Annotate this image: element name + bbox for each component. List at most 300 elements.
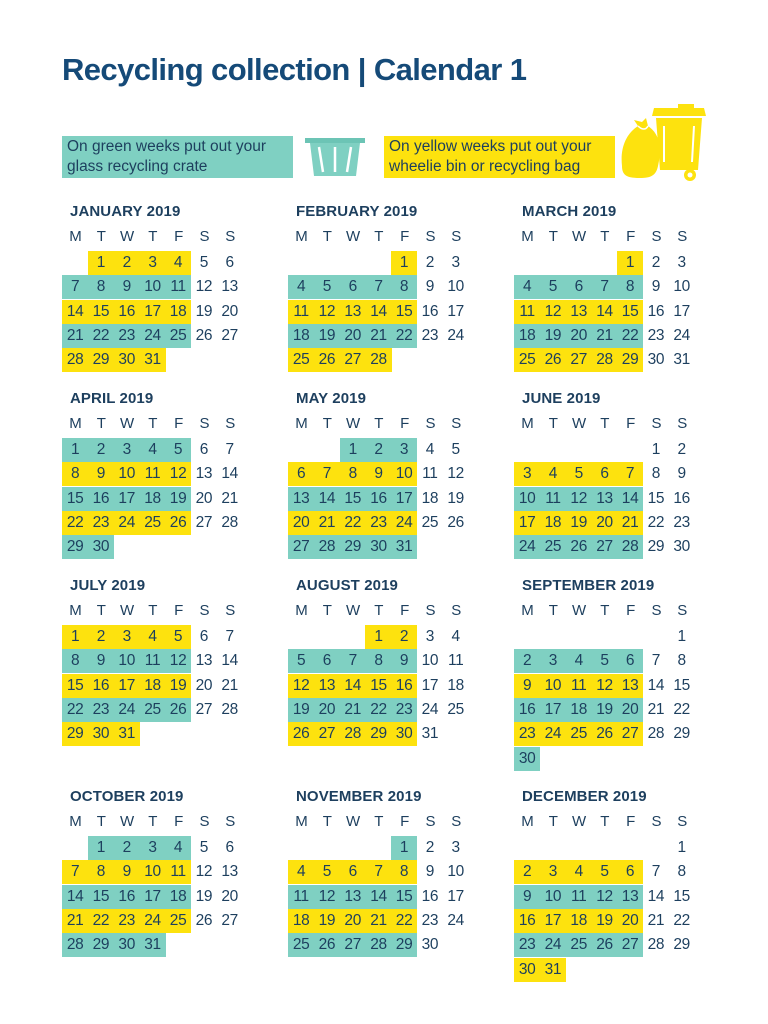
weekday-label: S: [425, 228, 436, 245]
weekday-label: T: [600, 602, 610, 619]
day-cell: 23: [114, 324, 140, 348]
weekday-label: S: [451, 813, 462, 830]
day-cell: 27: [340, 933, 366, 957]
day-cell: 8: [340, 462, 366, 486]
day-cell: 21: [314, 511, 340, 535]
day-cell: 7: [314, 462, 340, 486]
weekday-label: T: [548, 602, 558, 619]
weekday-label: T: [96, 228, 106, 245]
day-cell: 24: [673, 326, 691, 344]
day-cell: 28: [221, 513, 239, 531]
day-cell: 10: [514, 487, 540, 511]
day-cell: 14: [365, 885, 391, 909]
day-cell: 3: [139, 836, 165, 860]
day-cell: 19: [591, 909, 617, 933]
day-cell: 7: [225, 441, 234, 458]
day-cell: 25: [540, 535, 566, 559]
day-cell: 22: [673, 700, 691, 718]
month-title: SEPTEMBER 2019: [522, 577, 655, 594]
day-cell: 9: [88, 649, 114, 673]
day-cell: 21: [591, 324, 617, 348]
day-cell: 26: [591, 722, 617, 746]
day-cell: 17: [447, 302, 465, 320]
day-cell: 16: [421, 302, 439, 320]
day-cell: 5: [288, 649, 314, 673]
day-cell: 30: [365, 535, 391, 559]
weekday-label: M: [521, 228, 534, 245]
day-cell: 2: [391, 625, 417, 649]
day-cell: 8: [88, 275, 114, 299]
day-cell: 8: [62, 462, 88, 486]
day-cell: 29: [365, 722, 391, 746]
day-cell: 13: [221, 278, 239, 296]
weekday-label: W: [572, 228, 587, 245]
day-cell: 16: [88, 674, 114, 698]
day-cell: 6: [617, 649, 643, 673]
day-cell: 11: [288, 300, 314, 324]
day-cell: 9: [651, 278, 661, 296]
day-cell: 2: [425, 839, 435, 856]
day-cell: 8: [677, 652, 686, 670]
day-cell: 17: [421, 676, 439, 694]
day-cell: 21: [340, 698, 366, 722]
weekday-label: S: [651, 228, 662, 245]
day-cell: 24: [114, 698, 140, 722]
day-cell: 9: [425, 863, 435, 881]
day-cell: 20: [340, 324, 366, 348]
day-cell: 8: [391, 860, 417, 884]
day-cell: 25: [139, 698, 165, 722]
day-cell: 15: [62, 674, 88, 698]
day-cell: 28: [647, 936, 665, 954]
day-cell: 11: [422, 465, 438, 483]
day-cell: 22: [617, 324, 643, 348]
day-cell: 20: [617, 698, 643, 722]
day-cell: 4: [540, 462, 566, 486]
weekday-label: F: [174, 228, 184, 245]
day-cell: 24: [139, 324, 165, 348]
day-cell: 6: [591, 462, 617, 486]
day-cell: 11: [566, 885, 592, 909]
day-cell: 19: [591, 698, 617, 722]
day-cell: 30: [647, 351, 665, 369]
weekday-label: F: [626, 228, 636, 245]
day-cell: 23: [514, 933, 540, 957]
weekday-label: M: [521, 813, 534, 830]
day-cell: 13: [617, 885, 643, 909]
day-cell: 31: [391, 535, 417, 559]
day-cell: 13: [195, 465, 213, 483]
legend-green-line-1: On green weeks put out your: [67, 138, 267, 155]
weekday-label: M: [521, 415, 534, 432]
day-cell: 10: [540, 674, 566, 698]
day-cell: 19: [165, 487, 191, 511]
day-cell: 7: [225, 628, 234, 645]
day-cell: 14: [62, 885, 88, 909]
day-cell: 14: [314, 487, 340, 511]
day-cell: 5: [540, 275, 566, 299]
day-cell: 1: [62, 438, 88, 462]
day-cell: 21: [62, 909, 88, 933]
day-cell: 28: [314, 535, 340, 559]
day-cell: 21: [365, 324, 391, 348]
day-cell: 24: [139, 909, 165, 933]
day-cell: 1: [651, 441, 661, 458]
day-cell: 30: [421, 936, 439, 954]
day-cell: 23: [391, 698, 417, 722]
day-cell: 16: [114, 885, 140, 909]
day-cell: 17: [114, 674, 140, 698]
day-cell: 14: [221, 465, 239, 483]
day-cell: 31: [139, 348, 165, 372]
day-cell: 2: [88, 625, 114, 649]
day-cell: 4: [165, 836, 191, 860]
day-cell: 21: [647, 911, 665, 929]
day-cell: 29: [62, 535, 88, 559]
month-title: DECEMBER 2019: [522, 788, 647, 805]
weekday-label: T: [96, 415, 106, 432]
day-cell: 22: [365, 698, 391, 722]
day-cell: 5: [314, 275, 340, 299]
day-cell: 6: [199, 441, 209, 458]
day-cell: 23: [421, 911, 439, 929]
day-cell: 18: [447, 676, 465, 694]
weekday-label: F: [174, 602, 184, 619]
day-cell: 8: [651, 465, 661, 483]
day-cell: 12: [165, 462, 191, 486]
weekday-label: S: [451, 228, 462, 245]
day-cell: 22: [88, 324, 114, 348]
day-cell: 12: [165, 649, 191, 673]
day-cell: 30: [514, 747, 540, 771]
day-cell: 25: [139, 511, 165, 535]
weekday-label: S: [225, 602, 236, 619]
day-cell: 27: [591, 535, 617, 559]
weekday-label: S: [451, 415, 462, 432]
day-cell: 3: [139, 251, 165, 275]
day-cell: 4: [566, 860, 592, 884]
day-cell: 27: [221, 911, 239, 929]
day-cell: 15: [62, 487, 88, 511]
weekday-label: W: [120, 813, 135, 830]
month-title: JULY 2019: [70, 577, 146, 594]
day-cell: 23: [421, 326, 439, 344]
weekday-label: F: [626, 813, 636, 830]
weekday-label: F: [400, 228, 410, 245]
day-cell: 6: [199, 628, 209, 645]
weekday-label: T: [96, 813, 106, 830]
day-cell: 20: [288, 511, 314, 535]
day-cell: 13: [221, 863, 239, 881]
day-cell: 6: [225, 254, 234, 271]
day-cell: 17: [139, 300, 165, 324]
day-cell: 28: [62, 348, 88, 372]
day-cell: 28: [647, 725, 665, 743]
day-cell: 9: [425, 278, 435, 296]
weekday-label: T: [322, 228, 332, 245]
weekday-label: M: [521, 602, 534, 619]
day-cell: 4: [139, 438, 165, 462]
day-cell: 17: [540, 698, 566, 722]
day-cell: 4: [165, 251, 191, 275]
day-cell: 24: [421, 700, 439, 718]
day-cell: 21: [62, 324, 88, 348]
day-cell: 10: [114, 649, 140, 673]
day-cell: 31: [673, 351, 691, 369]
day-cell: 16: [365, 487, 391, 511]
day-cell: 7: [651, 652, 661, 670]
day-cell: 19: [288, 698, 314, 722]
day-cell: 20: [340, 909, 366, 933]
day-cell: 10: [139, 860, 165, 884]
weekday-label: S: [199, 228, 210, 245]
day-cell: 22: [673, 911, 691, 929]
month-title: AUGUST 2019: [296, 577, 398, 594]
day-cell: 16: [514, 698, 540, 722]
weekday-label: M: [295, 228, 308, 245]
day-cell: 20: [591, 511, 617, 535]
day-cell: 10: [139, 275, 165, 299]
day-cell: 21: [365, 909, 391, 933]
day-cell: 20: [566, 324, 592, 348]
day-cell: 10: [421, 652, 439, 670]
day-cell: 11: [165, 275, 191, 299]
day-cell: 22: [62, 698, 88, 722]
weekday-label: S: [425, 415, 436, 432]
day-cell: 14: [617, 487, 643, 511]
day-cell: 29: [88, 348, 114, 372]
day-cell: 6: [288, 462, 314, 486]
day-cell: 13: [566, 300, 592, 324]
day-cell: 16: [391, 674, 417, 698]
day-cell: 18: [139, 487, 165, 511]
day-cell: 8: [391, 275, 417, 299]
day-cell: 15: [391, 885, 417, 909]
day-cell: 14: [340, 674, 366, 698]
day-cell: 3: [114, 625, 140, 649]
day-cell: 22: [647, 513, 665, 531]
day-cell: 17: [447, 887, 465, 905]
day-cell: 9: [114, 275, 140, 299]
weekday-label: F: [626, 602, 636, 619]
day-cell: 30: [114, 933, 140, 957]
weekday-label: M: [69, 415, 82, 432]
day-cell: 23: [114, 909, 140, 933]
day-cell: 31: [421, 725, 439, 743]
day-cell: 2: [514, 860, 540, 884]
weekday-label: S: [199, 813, 210, 830]
day-cell: 4: [451, 628, 460, 645]
day-cell: 31: [114, 722, 140, 746]
day-cell: 20: [195, 676, 213, 694]
day-cell: 25: [288, 348, 314, 372]
weekday-label: S: [651, 415, 662, 432]
day-cell: 1: [677, 628, 686, 645]
weekday-label: S: [425, 813, 436, 830]
weekday-label: F: [400, 813, 410, 830]
weekday-label: W: [120, 228, 135, 245]
day-cell: 18: [514, 324, 540, 348]
day-cell: 28: [62, 933, 88, 957]
day-cell: 7: [340, 649, 366, 673]
day-cell: 4: [288, 275, 314, 299]
day-cell: 6: [566, 275, 592, 299]
day-cell: 6: [314, 649, 340, 673]
day-cell: 30: [88, 535, 114, 559]
day-cell: 20: [314, 698, 340, 722]
day-cell: 28: [340, 722, 366, 746]
day-cell: 25: [165, 909, 191, 933]
day-cell: 19: [447, 489, 465, 507]
day-cell: 21: [221, 676, 239, 694]
weekday-label: T: [322, 602, 332, 619]
day-cell: 2: [365, 438, 391, 462]
weekday-label: F: [174, 415, 184, 432]
weekday-label: F: [400, 602, 410, 619]
day-cell: 26: [540, 348, 566, 372]
day-cell: 27: [221, 326, 239, 344]
weekday-label: W: [120, 415, 135, 432]
day-cell: 26: [195, 326, 213, 344]
day-cell: 30: [391, 722, 417, 746]
weekday-label: S: [425, 602, 436, 619]
day-cell: 4: [566, 649, 592, 673]
legend-yellow-line-1: On yellow weeks put out your: [389, 138, 592, 155]
day-cell: 7: [365, 860, 391, 884]
day-cell: 22: [391, 909, 417, 933]
day-cell: 17: [114, 487, 140, 511]
day-cell: 16: [647, 302, 665, 320]
day-cell: 24: [114, 511, 140, 535]
day-cell: 24: [391, 511, 417, 535]
weekday-label: W: [120, 602, 135, 619]
day-cell: 23: [647, 326, 665, 344]
day-cell: 8: [617, 275, 643, 299]
day-cell: 10: [673, 278, 691, 296]
day-cell: 7: [365, 275, 391, 299]
day-cell: 17: [540, 909, 566, 933]
day-cell: 13: [195, 652, 213, 670]
weekday-label: T: [96, 602, 106, 619]
weekday-label: T: [374, 228, 384, 245]
day-cell: 19: [540, 324, 566, 348]
weekday-label: T: [374, 602, 384, 619]
day-cell: 18: [165, 300, 191, 324]
day-cell: 26: [288, 722, 314, 746]
day-cell: 30: [88, 722, 114, 746]
day-cell: 26: [447, 513, 465, 531]
day-cell: 5: [199, 254, 209, 271]
day-cell: 7: [617, 462, 643, 486]
weekday-label: M: [69, 813, 82, 830]
day-cell: 30: [514, 958, 540, 982]
crate-icon: [301, 132, 369, 180]
day-cell: 19: [314, 324, 340, 348]
day-cell: 23: [88, 511, 114, 535]
day-cell: 15: [340, 487, 366, 511]
day-cell: 18: [421, 489, 439, 507]
day-cell: 12: [288, 674, 314, 698]
day-cell: 26: [314, 348, 340, 372]
day-cell: 4: [139, 625, 165, 649]
day-cell: 25: [165, 324, 191, 348]
day-cell: 29: [62, 722, 88, 746]
day-cell: 12: [314, 885, 340, 909]
day-cell: 8: [88, 860, 114, 884]
day-cell: 16: [673, 489, 691, 507]
day-cell: 1: [677, 839, 686, 856]
day-cell: 10: [447, 278, 465, 296]
day-cell: 26: [314, 933, 340, 957]
day-cell: 18: [288, 909, 314, 933]
day-cell: 5: [165, 625, 191, 649]
day-cell: 28: [591, 348, 617, 372]
day-cell: 29: [673, 936, 691, 954]
day-cell: 3: [514, 462, 540, 486]
weekday-label: T: [148, 813, 158, 830]
weekday-label: S: [225, 415, 236, 432]
weekday-label: F: [400, 415, 410, 432]
day-cell: 11: [139, 462, 165, 486]
day-cell: 4: [288, 860, 314, 884]
day-cell: 2: [651, 254, 661, 271]
weekday-label: M: [69, 228, 82, 245]
weekday-label: W: [346, 602, 361, 619]
day-cell: 15: [391, 300, 417, 324]
month-title: APRIL 2019: [70, 390, 154, 407]
day-cell: 29: [673, 725, 691, 743]
day-cell: 9: [88, 462, 114, 486]
day-cell: 22: [340, 511, 366, 535]
day-cell: 14: [221, 652, 239, 670]
day-cell: 25: [288, 933, 314, 957]
day-cell: 7: [62, 275, 88, 299]
day-cell: 3: [540, 860, 566, 884]
day-cell: 20: [195, 489, 213, 507]
day-cell: 16: [421, 887, 439, 905]
day-cell: 3: [677, 254, 686, 271]
day-cell: 11: [165, 860, 191, 884]
day-cell: 11: [139, 649, 165, 673]
weekday-label: S: [677, 813, 688, 830]
legend-yellow-line-2: wheelie bin or recycling bag: [389, 158, 581, 175]
day-cell: 9: [114, 860, 140, 884]
weekday-label: M: [69, 602, 82, 619]
day-cell: 2: [88, 438, 114, 462]
day-cell: 22: [62, 511, 88, 535]
day-cell: 27: [566, 348, 592, 372]
weekday-label: F: [626, 415, 636, 432]
day-cell: 27: [195, 513, 213, 531]
day-cell: 5: [451, 441, 460, 458]
weekday-label: W: [572, 602, 587, 619]
day-cell: 28: [365, 348, 391, 372]
day-cell: 15: [617, 300, 643, 324]
day-cell: 22: [88, 909, 114, 933]
day-cell: 25: [566, 722, 592, 746]
day-cell: 11: [540, 487, 566, 511]
day-cell: 29: [647, 538, 665, 556]
weekday-label: M: [295, 813, 308, 830]
weekday-label: T: [600, 415, 610, 432]
day-cell: 16: [514, 909, 540, 933]
weekday-label: T: [548, 228, 558, 245]
day-cell: 18: [288, 324, 314, 348]
day-cell: 27: [617, 722, 643, 746]
day-cell: 1: [88, 251, 114, 275]
wheelie-bin-and-bag-icon: [620, 104, 708, 182]
day-cell: 19: [314, 909, 340, 933]
